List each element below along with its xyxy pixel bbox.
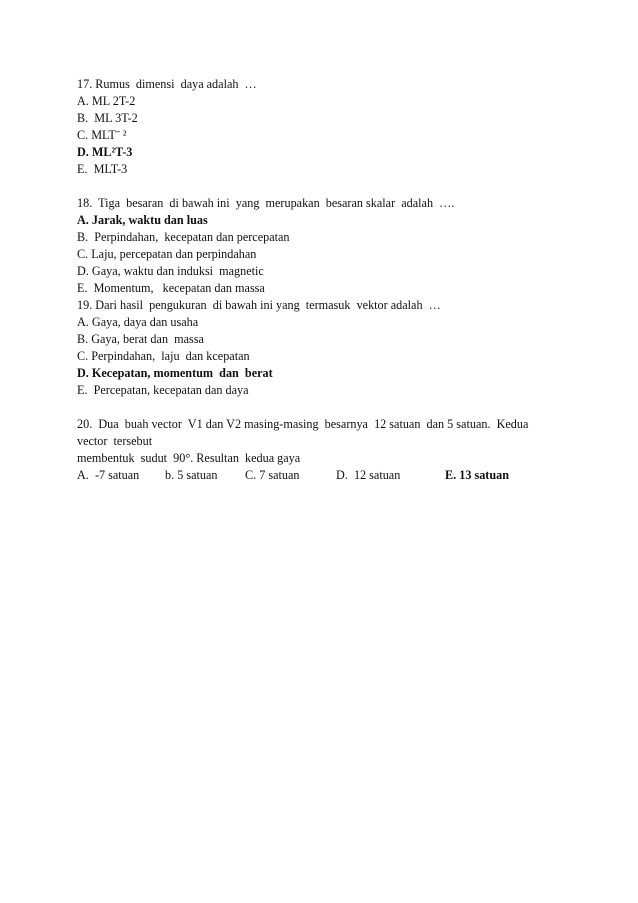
q20-option-e-answer: E. 13 satuan: [445, 468, 510, 482]
q18-option-c: C. Laju, percepatan dan perpindahan: [77, 247, 257, 261]
q19-option-b: B. Gaya, berat dan massa: [77, 332, 204, 346]
question-20: [77, 416, 547, 484]
question-18: [77, 195, 547, 297]
q17-option-b: B. ML 3T-2: [77, 111, 138, 125]
question-20-text-line-3: membentuk sudut 90°. Resultan kedua gaya: [77, 451, 301, 465]
question-19-text: 19. Dari hasil pengukuran di bawah ini yang termasuk vektor adalah …: [77, 298, 441, 312]
question-17-text: 17. Rumus dimensi daya adalah …: [77, 77, 257, 91]
question-20-text-line-2: vector tersebut: [77, 434, 153, 448]
question-17: [77, 76, 547, 178]
document-page: [77, 76, 547, 484]
q17-option-d-answer: D. ML²T-3: [77, 145, 133, 159]
q19-option-d-answer: D. Kecepatan, momentum dan berat: [77, 366, 273, 380]
q19-option-a: A. Gaya, daya dan usaha: [77, 315, 199, 329]
q20-option-b: b. 5 satuan: [165, 468, 218, 482]
q18-option-a-answer: A. Jarak, waktu dan luas: [77, 213, 208, 227]
question-20-text-line-1: 20. Dua buah vector V1 dan V2 masing-masing besarnya 12 satuan dan 5 satuan. Kedua: [77, 417, 529, 431]
q20-option-a: A. -7 satuan: [77, 468, 140, 482]
spacer: [77, 399, 547, 416]
spacer: [77, 178, 547, 195]
q18-option-d: D. Gaya, waktu dan induksi magnetic: [77, 264, 264, 278]
q20-options-row: [77, 467, 547, 484]
question-19: [77, 297, 547, 399]
q17-option-c: C. MLTˉ ²: [77, 128, 127, 142]
q19-option-e: E. Percepatan, kecepatan dan daya: [77, 383, 249, 397]
q20-option-c: C. 7 satuan: [245, 468, 300, 482]
q20-option-d: D. 12 satuan: [336, 468, 401, 482]
q17-option-e: E. MLT-3: [77, 162, 128, 176]
q19-option-c: C. Perpindahan, laju dan kcepatan: [77, 349, 250, 363]
q17-option-a: A. ML 2T-2: [77, 94, 136, 108]
q18-option-b: B. Perpindahan, kecepatan dan percepatan: [77, 230, 290, 244]
q18-option-e: E. Momentum, kecepatan dan massa: [77, 281, 265, 295]
question-18-text: 18. Tiga besaran di bawah ini yang merupakan besaran skalar adalah ….: [77, 196, 455, 210]
